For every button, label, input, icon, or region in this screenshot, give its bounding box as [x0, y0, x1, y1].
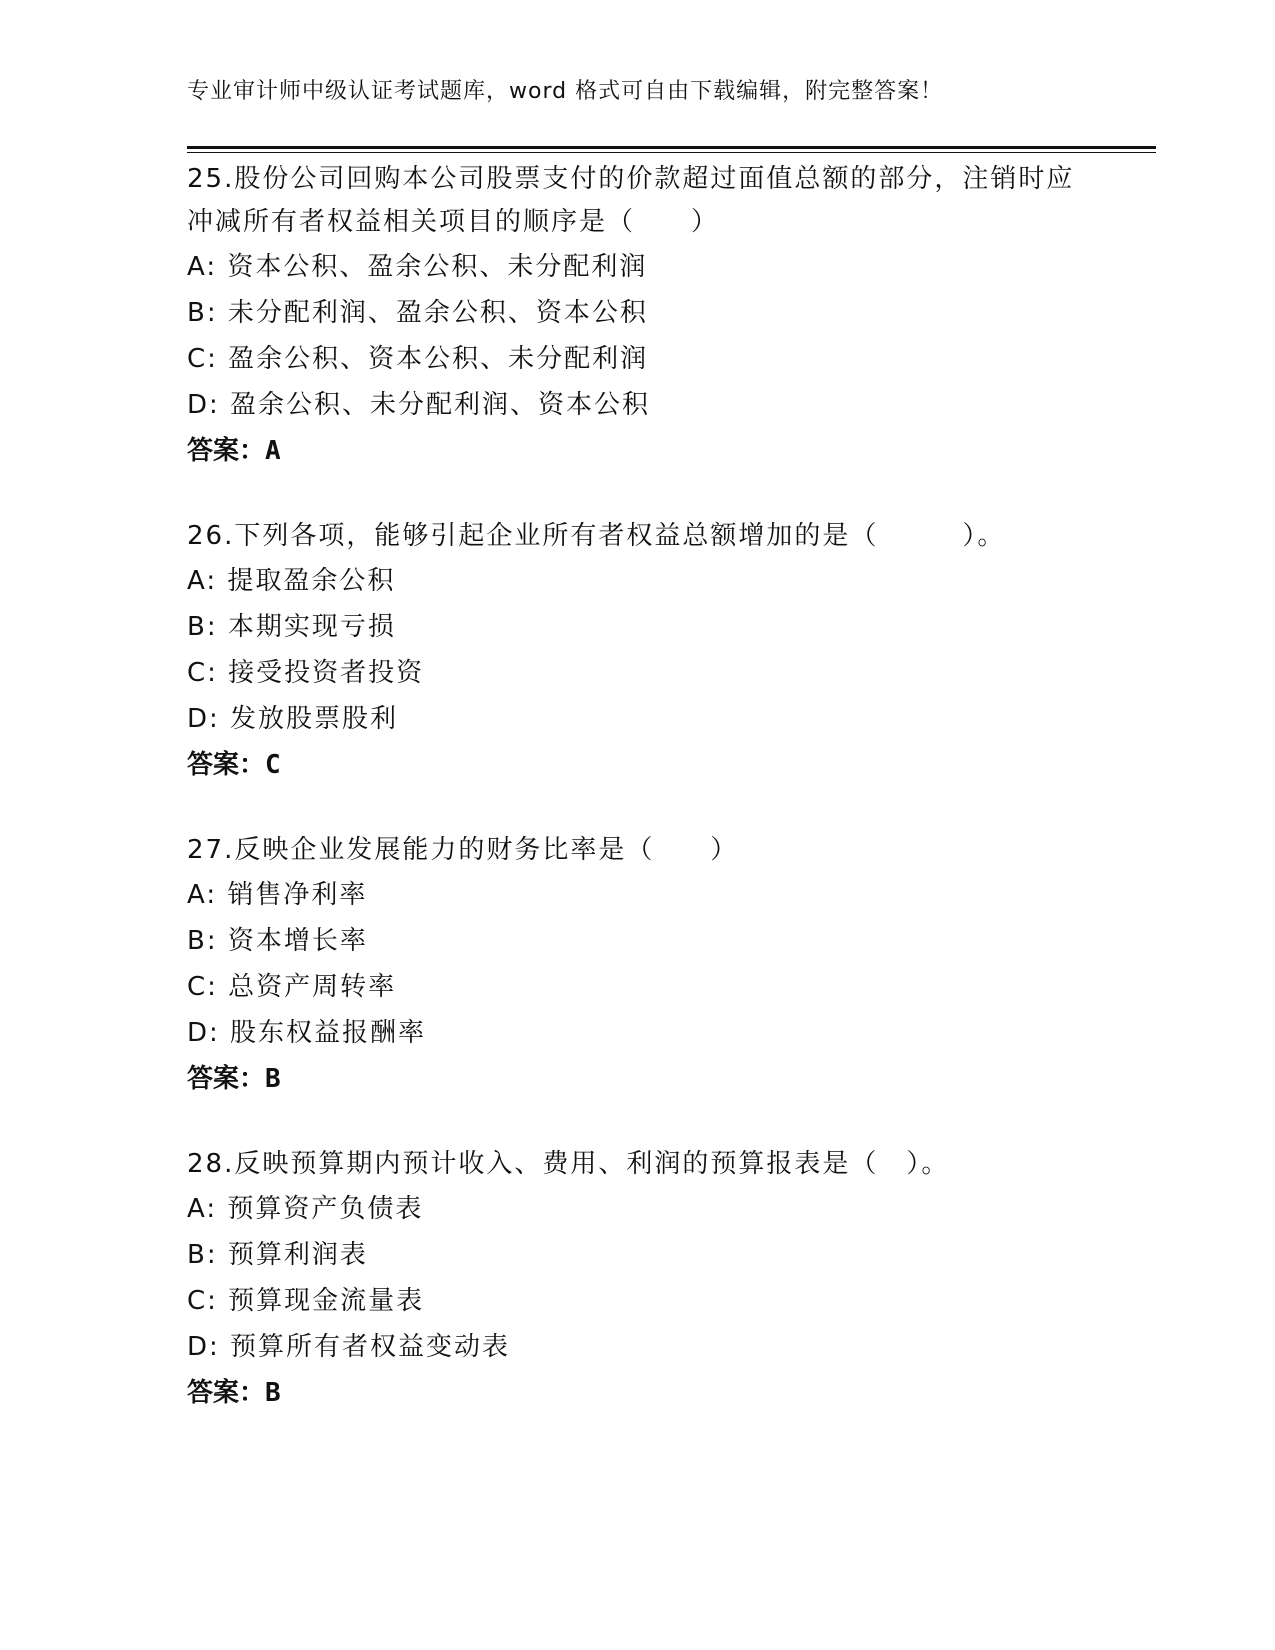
question-list [187, 158, 1147, 1457]
question-text: 25.股份公司回购本公司股票支付的价款超过面值总额的部分，注销时应冲减所有者权益相关项目的顺序是（ ） [187, 164, 1075, 237]
answer-label: 答案： [187, 1378, 266, 1408]
answer-line [187, 1056, 1147, 1102]
answer-value: C [265, 750, 281, 780]
answer-line [187, 742, 1147, 788]
question-text: 28.反映预算期内预计收入、费用、利润的预算报表是（ ）。 [187, 1149, 950, 1179]
question-26 [187, 515, 1147, 788]
option-b: B: 本期实现亏损 [187, 612, 396, 642]
answer-line [187, 1370, 1147, 1416]
option-a: A: 销售净利率 [187, 880, 368, 910]
answer-value: B [265, 1378, 281, 1408]
option-d: D: 预算所有者权益变动表 [187, 1332, 511, 1362]
option-c: C: 预算现金流量表 [187, 1286, 425, 1316]
header-rule-thick [187, 146, 1156, 149]
option-d: D: 股东权益报酬率 [187, 1018, 427, 1048]
option-b: B: 资本增长率 [187, 926, 368, 956]
question-28 [187, 1143, 1147, 1416]
option-b: B: 未分配利润、盈余公积、资本公积 [187, 298, 648, 328]
answer-value: A [265, 436, 281, 466]
option-a: A: 预算资产负债表 [187, 1194, 424, 1224]
option-d: D: 发放股票股利 [187, 704, 399, 734]
page-header: 专业审计师中级认证考试题库，word 格式可自由下载编辑，附完整答案！ [187, 79, 944, 104]
answer-value: B [265, 1064, 281, 1094]
option-c: C: 总资产周转率 [187, 972, 397, 1002]
question-27 [187, 829, 1147, 1102]
option-c: C: 盈余公积、资本公积、未分配利润 [187, 344, 649, 374]
answer-line [187, 428, 1147, 474]
question-text: 26.下列各项，能够引起企业所有者权益总额增加的是（ ）。 [187, 521, 1006, 551]
option-a: A: 资本公积、盈余公积、未分配利润 [187, 252, 648, 282]
answer-label: 答案： [187, 1064, 266, 1094]
option-c: C: 接受投资者投资 [187, 658, 425, 688]
option-a: A: 提取盈余公积 [187, 566, 396, 596]
answer-label: 答案： [187, 436, 266, 466]
option-d: D: 盈余公积、未分配利润、资本公积 [187, 390, 651, 420]
question-25 [187, 158, 1147, 474]
header-rule-thin [187, 152, 1156, 153]
option-b: B: 预算利润表 [187, 1240, 368, 1270]
question-text: 27.反映企业发展能力的财务比率是（ ） [187, 835, 739, 865]
answer-label: 答案： [187, 750, 266, 780]
